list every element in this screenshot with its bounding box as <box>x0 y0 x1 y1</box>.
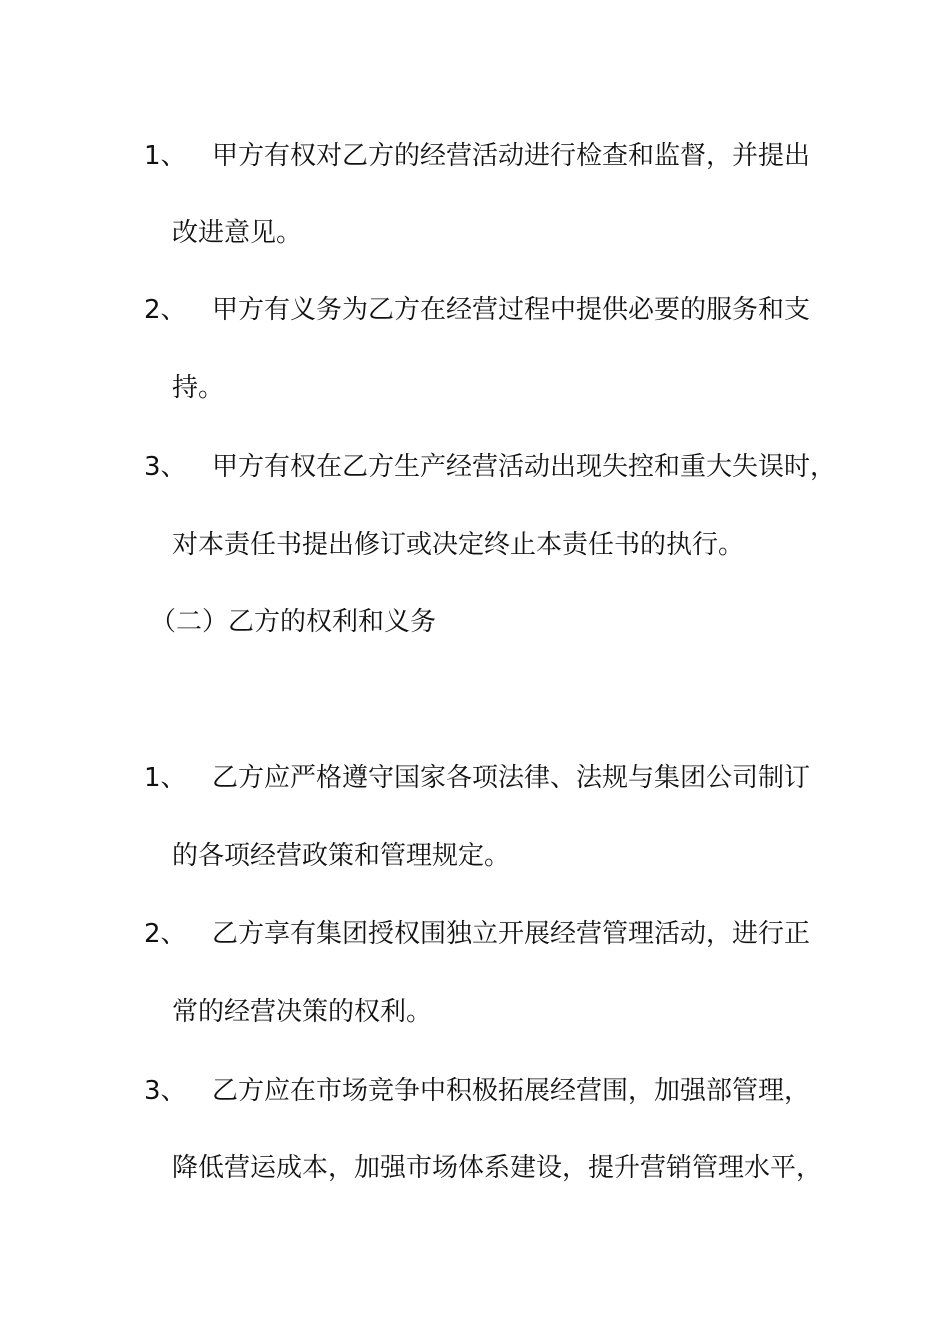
item-number: 2、 <box>144 919 187 949</box>
item-text-line: 乙方享有集团授权围独立开展经营管理活动，进行正 <box>212 919 811 949</box>
section-heading: （二）乙方的权利和义务 <box>150 607 437 637</box>
item-text-line: 改进意见。 <box>172 218 303 248</box>
item-text-line: 甲方有权在乙方生产经营活动出现失控和重大失误时， <box>212 452 837 482</box>
item-text-line: 对本责任书提出修订或决定终止本责任书的执行。 <box>172 530 745 560</box>
item-number: 1、 <box>144 141 187 171</box>
item-text-line: 乙方应严格遵守国家各项法律、法规与集团公司制订 <box>212 763 811 793</box>
item-text-line: 降低营运成本，加强市场体系建设，提升营销管理水平， <box>172 1153 823 1183</box>
item-text-line: 甲方有权对乙方的经营活动进行检查和监督，并提出 <box>212 141 811 171</box>
item-number: 1、 <box>144 763 187 793</box>
item-number: 3、 <box>144 1076 187 1106</box>
item-text-line: 甲方有义务为乙方在经营过程中提供必要的服务和支 <box>212 295 811 325</box>
item-text-line: 乙方应在市场竞争中积极拓展经营围，加强部管理， <box>212 1076 811 1106</box>
item-text-line: 常的经营决策的权利。 <box>172 997 433 1027</box>
item-text-line: 的各项经营政策和管理规定。 <box>172 841 511 871</box>
item-number: 2、 <box>144 295 187 325</box>
item-number: 3、 <box>144 452 187 482</box>
item-text-line: 持。 <box>172 373 225 403</box>
